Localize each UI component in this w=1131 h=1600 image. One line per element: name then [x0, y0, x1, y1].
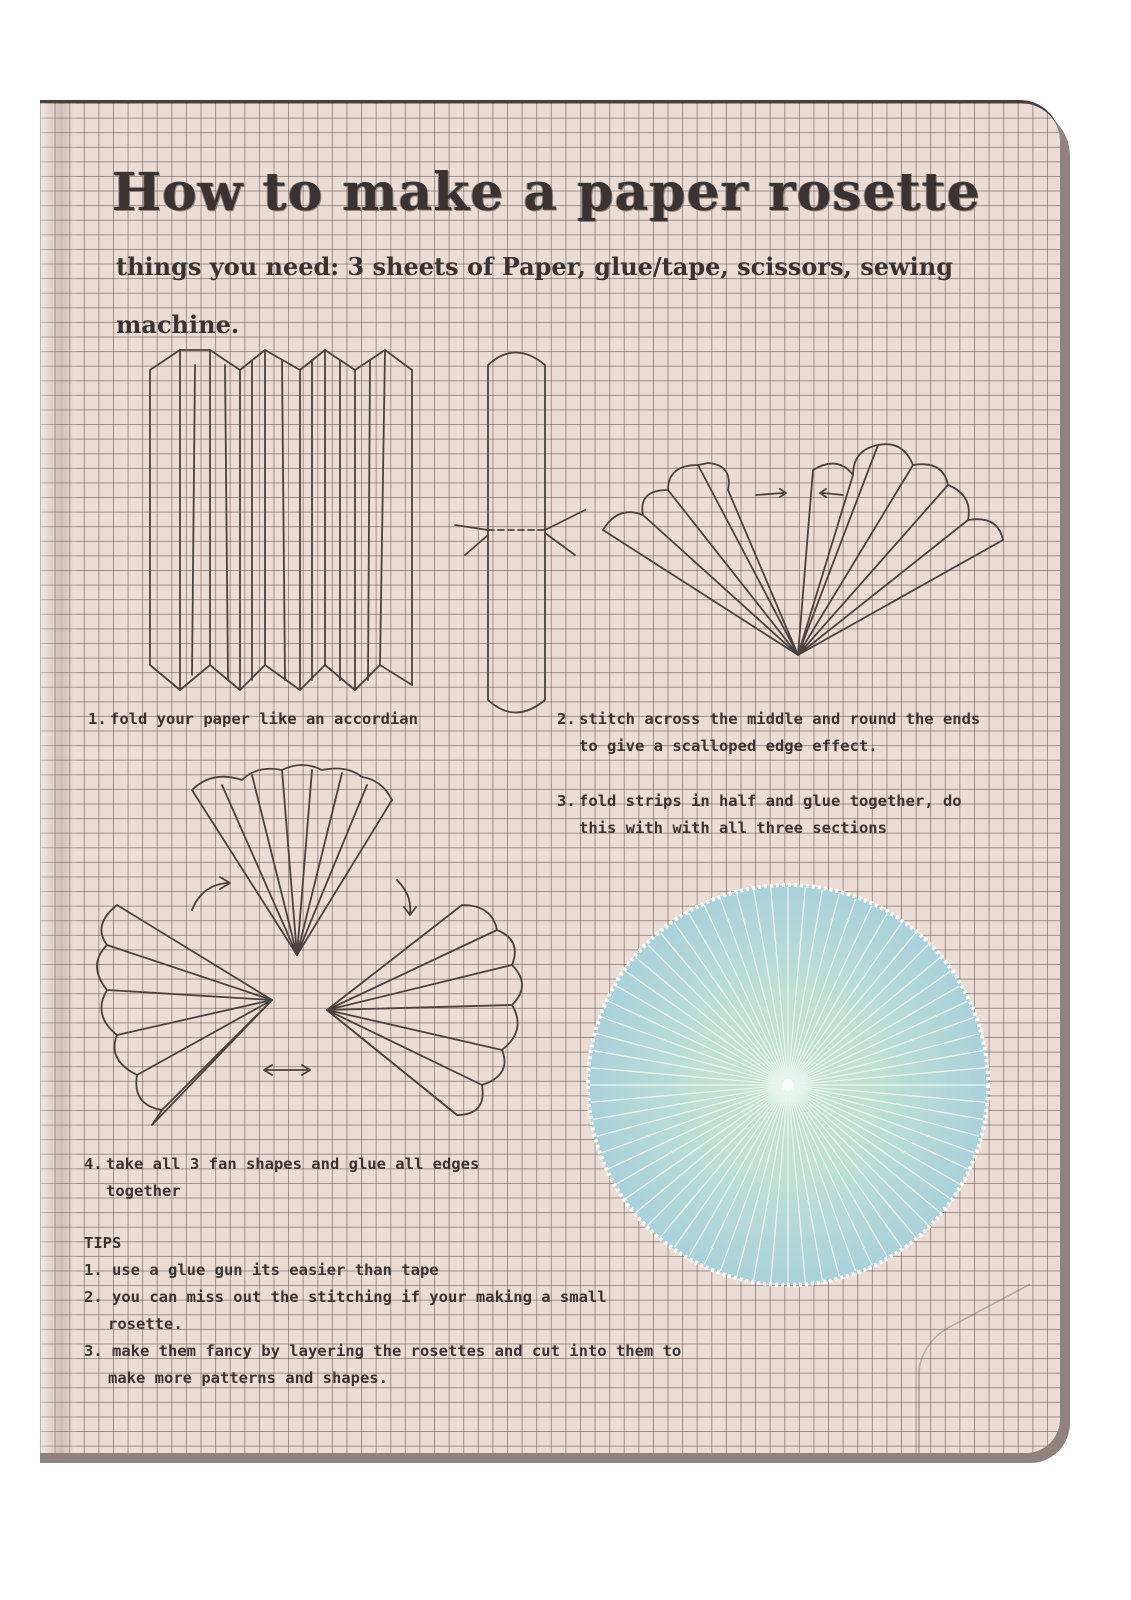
tip-item: 3. make them fancy by layering the rosettes and cut into them to make more patterns and shapes. — [84, 1342, 682, 1387]
page-title: How to make a paper rosette — [112, 162, 981, 223]
stitched-strip-sketch — [455, 345, 585, 720]
finished-rosette-photo — [583, 880, 993, 1290]
step-1-number: 1. — [88, 710, 107, 728]
step-2-text-line1: stitch across the middle and round the ends — [579, 710, 981, 728]
step-4-number: 4. — [84, 1155, 103, 1173]
tip-item: 2. you can miss out the stitching if your making a small rosette. — [84, 1288, 607, 1333]
step-3-text-line1: fold strips in half and glue together, do — [579, 792, 962, 810]
step-1 — [88, 706, 418, 733]
step-3 — [557, 788, 962, 842]
step-1-text: fold your paper like an accordian — [110, 710, 418, 728]
step-2 — [557, 706, 980, 760]
materials-list: things you need: 3 sheets of Paper, glue/tape, scissors, sewing machine. — [116, 252, 954, 339]
tips-list — [84, 1257, 684, 1392]
tips-heading: TIPS — [84, 1234, 122, 1252]
step-4-text-line2: together — [106, 1182, 181, 1200]
step-2-number: 2. — [557, 710, 576, 728]
step-2-text-line2: to give a scalloped edge effect. — [579, 737, 878, 755]
tip-item: 1. use a glue gun its easier than tape — [84, 1261, 439, 1279]
fan-sketch — [598, 435, 1008, 665]
notebook-spine — [40, 103, 76, 1453]
step-3-number: 3. — [557, 792, 576, 810]
step-4-text-line1: take all 3 fan shapes and glue all edges — [106, 1155, 480, 1173]
three-fans-sketch — [92, 765, 532, 1135]
corner-protector — [918, 1283, 1030, 1453]
accordion-fold-sketch — [140, 345, 420, 705]
step-3-text-line2: this with with all three sections — [579, 819, 887, 837]
tips-section — [84, 1230, 684, 1392]
step-4 — [84, 1151, 479, 1205]
